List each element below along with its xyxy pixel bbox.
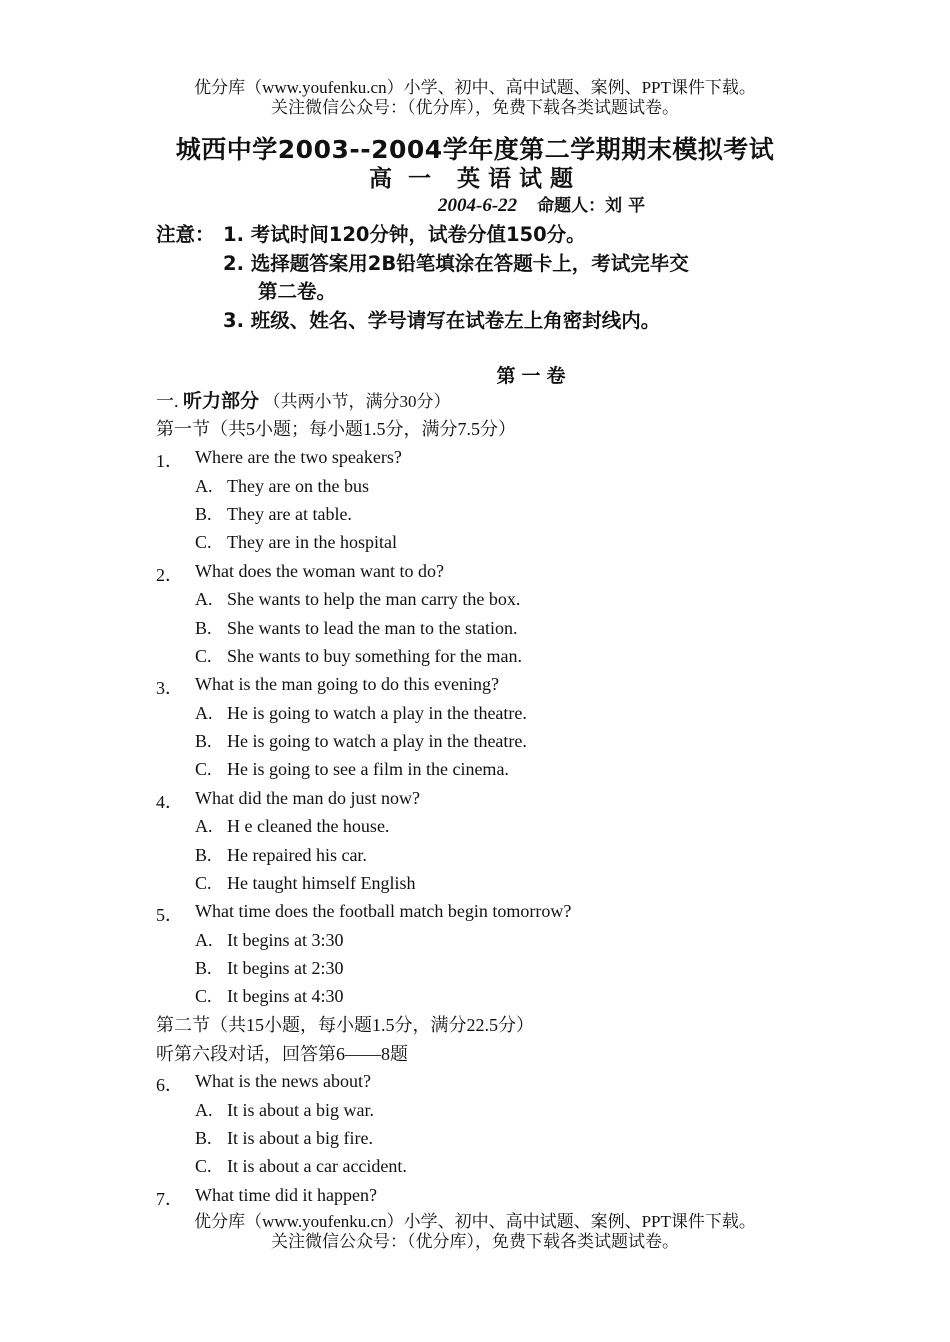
- page-header-line-2: 关注微信公众号：（优分库），免费下载各类试题试卷。: [271, 98, 679, 117]
- question-number: 4．: [156, 792, 183, 812]
- option-label: A.: [195, 1100, 213, 1120]
- option-text: It begins at 2:30: [227, 958, 344, 978]
- option-text: He is going to watch a play in the theatre.: [227, 703, 527, 723]
- question-number: 1．: [156, 451, 183, 471]
- page-footer-line-1: 优分库（www.youfenku.cn）小学、初中、高中试题、案例、PPT课件下载。: [194, 1212, 756, 1231]
- option-label: B.: [195, 504, 212, 524]
- option-text: He repaired his car.: [227, 845, 367, 865]
- option-label: C.: [195, 986, 212, 1006]
- option-label: B.: [195, 1128, 212, 1148]
- option-label: A.: [195, 476, 213, 496]
- page-header-line-1: 优分库（www.youfenku.cn）小学、初中、高中试题、案例、PPT课件下载。: [194, 78, 756, 97]
- section-heading: [156, 389, 451, 414]
- question-number: 6．: [156, 1075, 183, 1095]
- option-label: C.: [195, 646, 212, 666]
- question-text: What does the woman want to do?: [195, 561, 444, 581]
- question-text: What time did it happen?: [195, 1185, 377, 1205]
- option-text: H e cleaned the house.: [227, 816, 390, 836]
- question-number: 5．: [156, 905, 183, 925]
- exam-date: 2004-6-22: [438, 195, 518, 216]
- section-title: 听力部分: [183, 390, 260, 412]
- option-label: C.: [195, 873, 212, 893]
- option-label: B.: [195, 731, 212, 751]
- option-text: She wants to lead the man to the station.: [227, 618, 518, 638]
- volume-heading: 第一卷: [496, 365, 572, 387]
- question-number: 7．: [156, 1189, 183, 1209]
- question-text: What time does the football match begin tomorrow?: [195, 901, 572, 921]
- question-text: What is the man going to do this evening?: [195, 674, 499, 694]
- note-item-2: 2. 选择题答案用2B铅笔填涂在答题卡上，考试完毕交: [223, 252, 689, 275]
- option-label: A.: [195, 703, 213, 723]
- option-text: They are on the bus: [227, 476, 369, 496]
- option-label: A.: [195, 589, 213, 609]
- option-label: A.: [195, 930, 213, 950]
- option-text: He is going to see a film in the cinema.: [227, 759, 509, 779]
- notes-label: 注意：: [156, 223, 215, 246]
- question-text: Where are the two speakers?: [195, 447, 402, 467]
- page-footer-line-2: 关注微信公众号：（优分库），免费下载各类试题试卷。: [271, 1232, 679, 1251]
- exam-author: 命题人：刘 平: [537, 196, 646, 216]
- option-text: She wants to help the man carry the box.: [227, 589, 521, 609]
- question-number: 2．: [156, 565, 183, 585]
- option-label: C.: [195, 1156, 212, 1176]
- part-1-heading: 第一节（共5小题；每小题1.5分，满分7.5分）: [156, 419, 516, 439]
- option-text: He taught himself English: [227, 873, 416, 893]
- section-prefix: 一.: [156, 391, 179, 411]
- option-label: B.: [195, 618, 212, 638]
- option-text: It is about a big fire.: [227, 1128, 373, 1148]
- option-label: C.: [195, 532, 212, 552]
- option-text: It is about a car accident.: [227, 1156, 407, 1176]
- exam-title: 城西中学2003--2004学年度第二学期期末模拟考试: [175, 135, 775, 164]
- note-item-2-cont: 第二卷。: [258, 280, 337, 303]
- section-note: （共两小节，满分30分）: [263, 392, 451, 411]
- part-2-heading: 第二节（共15小题，每小题1.5分，满分22.5分）: [156, 1015, 534, 1035]
- question-number: 3．: [156, 678, 183, 698]
- note-item-1: 1. 考试时间120分钟，试卷分值150分。: [223, 223, 586, 246]
- option-text: It begins at 4:30: [227, 986, 344, 1006]
- option-text: He is going to watch a play in the theatre.: [227, 731, 527, 751]
- exam-subtitle: [0, 160, 950, 193]
- option-text: She wants to buy something for the man.: [227, 646, 522, 666]
- question-text: What is the news about?: [195, 1071, 371, 1091]
- option-label: A.: [195, 816, 213, 836]
- subject-label: 英语试题: [457, 166, 581, 192]
- date-author-line: [438, 191, 645, 217]
- part-2-instruction: 听第六段对话，回答第6——8题: [156, 1044, 408, 1064]
- option-label: C.: [195, 759, 212, 779]
- note-item-3: 3. 班级、姓名、学号请写在试卷左上角密封线内。: [223, 309, 661, 332]
- question-text: What did the man do just now?: [195, 788, 420, 808]
- option-label: B.: [195, 845, 212, 865]
- option-text: They are at table.: [227, 504, 352, 524]
- grade-label: 高 一: [368, 166, 431, 192]
- option-text: It begins at 3:30: [227, 930, 344, 950]
- option-label: B.: [195, 958, 212, 978]
- option-text: It is about a big war.: [227, 1100, 374, 1120]
- option-text: They are in the hospital: [227, 532, 397, 552]
